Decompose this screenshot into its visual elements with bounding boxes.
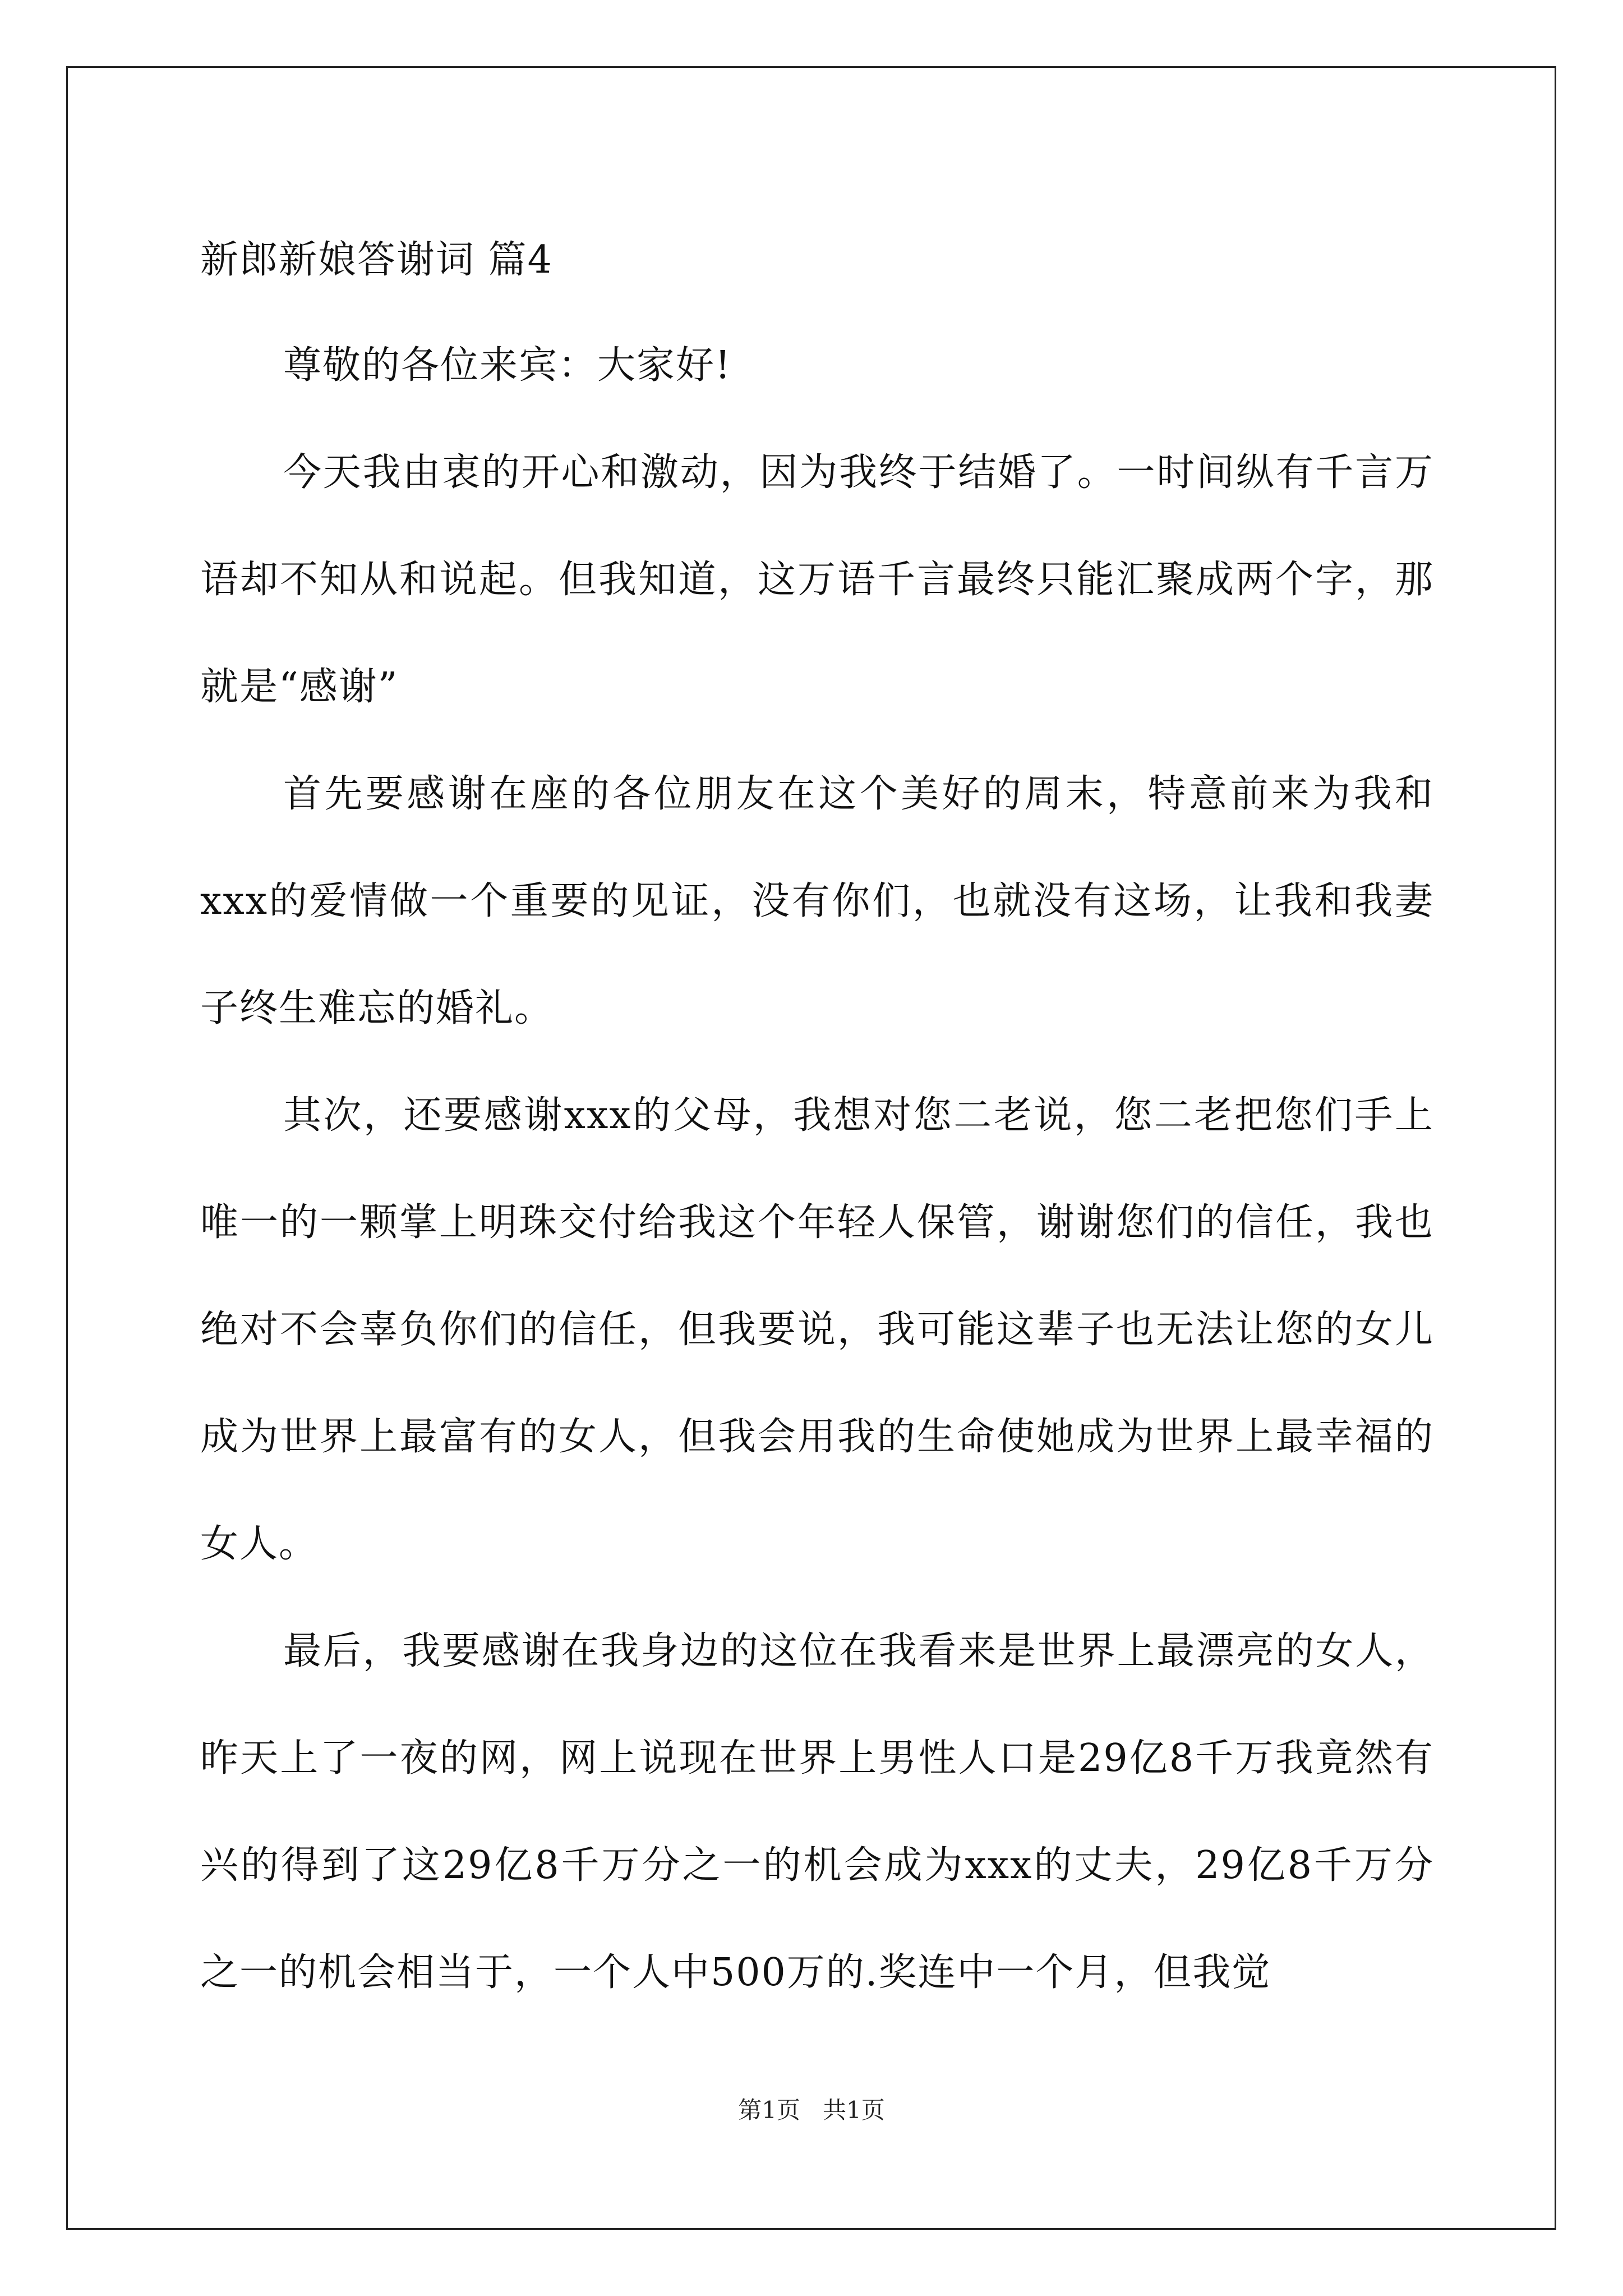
paragraph-thanks-parents: 其次，还要感谢xxx的父母，我想对您二老说，您二老把您们手上唯一的一颗掌上明珠交付给我这个年轻人保管，谢谢您们的信任，我也绝对不会辜负你们的信任，但我要说，我可能这辈子也无法让您的女儿成为世界上最富有的女人，但我会用我的生命使她成为世界上最幸福的女人。	[200, 1093, 1434, 1566]
document-title: 新郎新娘答谢词 篇4	[200, 238, 553, 282]
paragraph-thanks-bride: 最后，我要感谢在我身边的这位在我看来是世界上最漂亮的女人，昨天上了一夜的网，网上说现在世界上男性人口是29亿8千万我竟然有兴的得到了这29亿8千万分之一的机会成为xxx的丈夫，29亿8千万分之一的机会相当于，一个人中500万的.奖连中一个月，但我觉	[200, 1629, 1434, 1995]
document-body	[200, 209, 1434, 2026]
paragraph-greeting: 尊敬的各位来宾：大家好!	[283, 343, 732, 388]
paragraph-thanks-guests: 首先要感谢在座的各位朋友在这个美好的周末，特意前来为我和xxx的爱情做一个重要的见证，没有你们，也就没有这场，让我和我妻子终生难忘的婚礼。	[200, 772, 1434, 1030]
paragraph-opening: 今天我由衷的开心和激动，因为我终于结婚了。一时间纵有千言万语却不知从和说起。但我知道，这万语千言最终只能汇聚成两个字，那就是“感谢”	[200, 450, 1434, 709]
page-footer: 第1页 共1页	[738, 2096, 885, 2124]
